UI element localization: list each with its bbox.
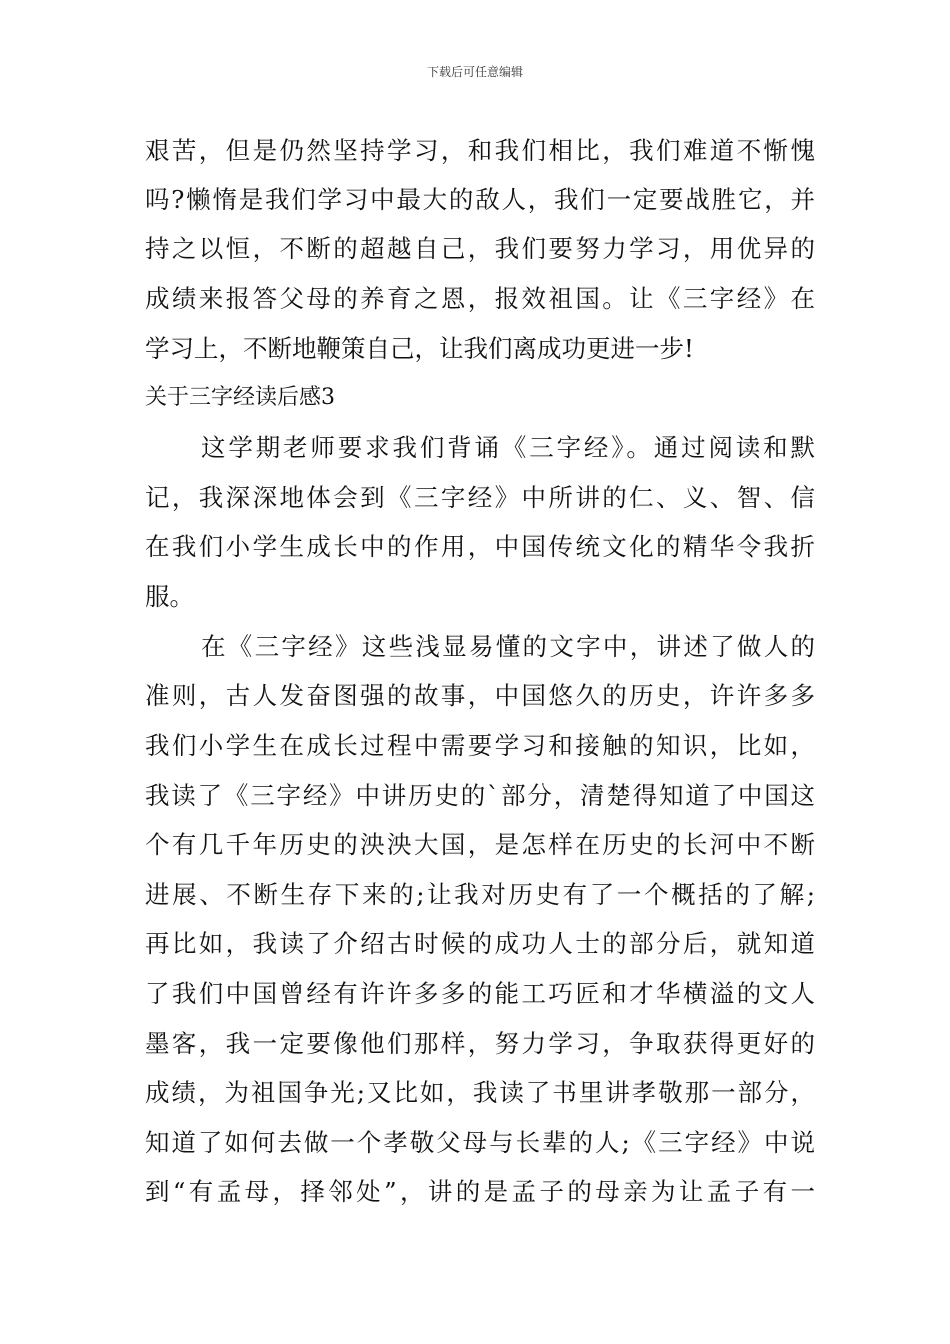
paragraph-3-line-10: 成绩，为祖国争光;又比如，我读了书里讲孝敬那一部分， — [145, 1078, 815, 1107]
paragraph-3-line-3: 我们小学生在成长过程中需要学习和接触的知识，比如， — [145, 731, 815, 760]
paragraph-2-line-1: 这学期老师要求我们背诵《三字经》。通过阅读和默 — [201, 433, 815, 462]
paragraph-3-line-5: 个有几千年历史的泱泱大国，是怎样在历史的长河中不断 — [145, 830, 815, 859]
paragraph-1-line-5: 学习上，不断地鞭策自己，让我们离成功更进一步! — [145, 334, 694, 363]
paragraph-2-line-3: 在我们小学生成长中的作用，中国传统文化的精华令我折 — [145, 532, 815, 561]
paragraph-2-line-2: 记，我深深地体会到《三字经》中所讲的仁、义、智、信 — [145, 483, 815, 512]
paragraph-1-line-4: 成绩来报答父母的养育之恩，报效祖国。让《三字经》在 — [145, 284, 815, 313]
paragraph-3-line-2: 准则，古人发奋图强的故事，中国悠久的历史，许许多多 — [145, 681, 815, 710]
paragraph-2-line-4: 服。 — [145, 582, 194, 611]
paragraph-3-line-6: 进展、不断生存下来的;让我对历史有了一个概括的了解; — [145, 880, 815, 909]
paragraph-3-line-11: 知道了如何去做一个孝敬父母与长辈的人;《三字经》中说 — [145, 1128, 815, 1157]
section-heading: 关于三字经读后感3 — [145, 385, 335, 410]
paragraph-3-line-1: 在《三字经》这些浅显易懂的文字中，讲述了做人的 — [201, 632, 815, 661]
paragraph-3-line-7: 再比如，我读了介绍古时候的成功人士的部分后，就知道 — [145, 929, 815, 958]
page-header-watermark: 下载后可任意编辑 — [426, 65, 523, 79]
paragraph-3-line-8: 了我们中国曾经有许许多多的能工巧匠和才华横溢的文人 — [145, 979, 815, 1008]
paragraph-1-line-1: 艰苦，但是仍然坚持学习，和我们相比，我们难道不惭愧 — [145, 136, 815, 165]
paragraph-3-line-4: 我读了《三字经》中讲历史的`部分，清楚得知道了中国这 — [145, 781, 815, 810]
paragraph-3-line-9: 墨客，我一定要像他们那样，努力学习，争取获得更好的 — [145, 1029, 815, 1058]
paragraph-1-line-2: 吗?懒惰是我们学习中最大的敌人，我们一定要战胜它，并 — [145, 185, 815, 214]
paragraph-1-line-3: 持之以恒，不断的超越自己，我们要努力学习，用优异的 — [145, 234, 815, 263]
paragraph-3-line-12: 到“有孟母，择邻处”，讲的是孟子的母亲为让孟子有一 — [145, 1177, 815, 1206]
